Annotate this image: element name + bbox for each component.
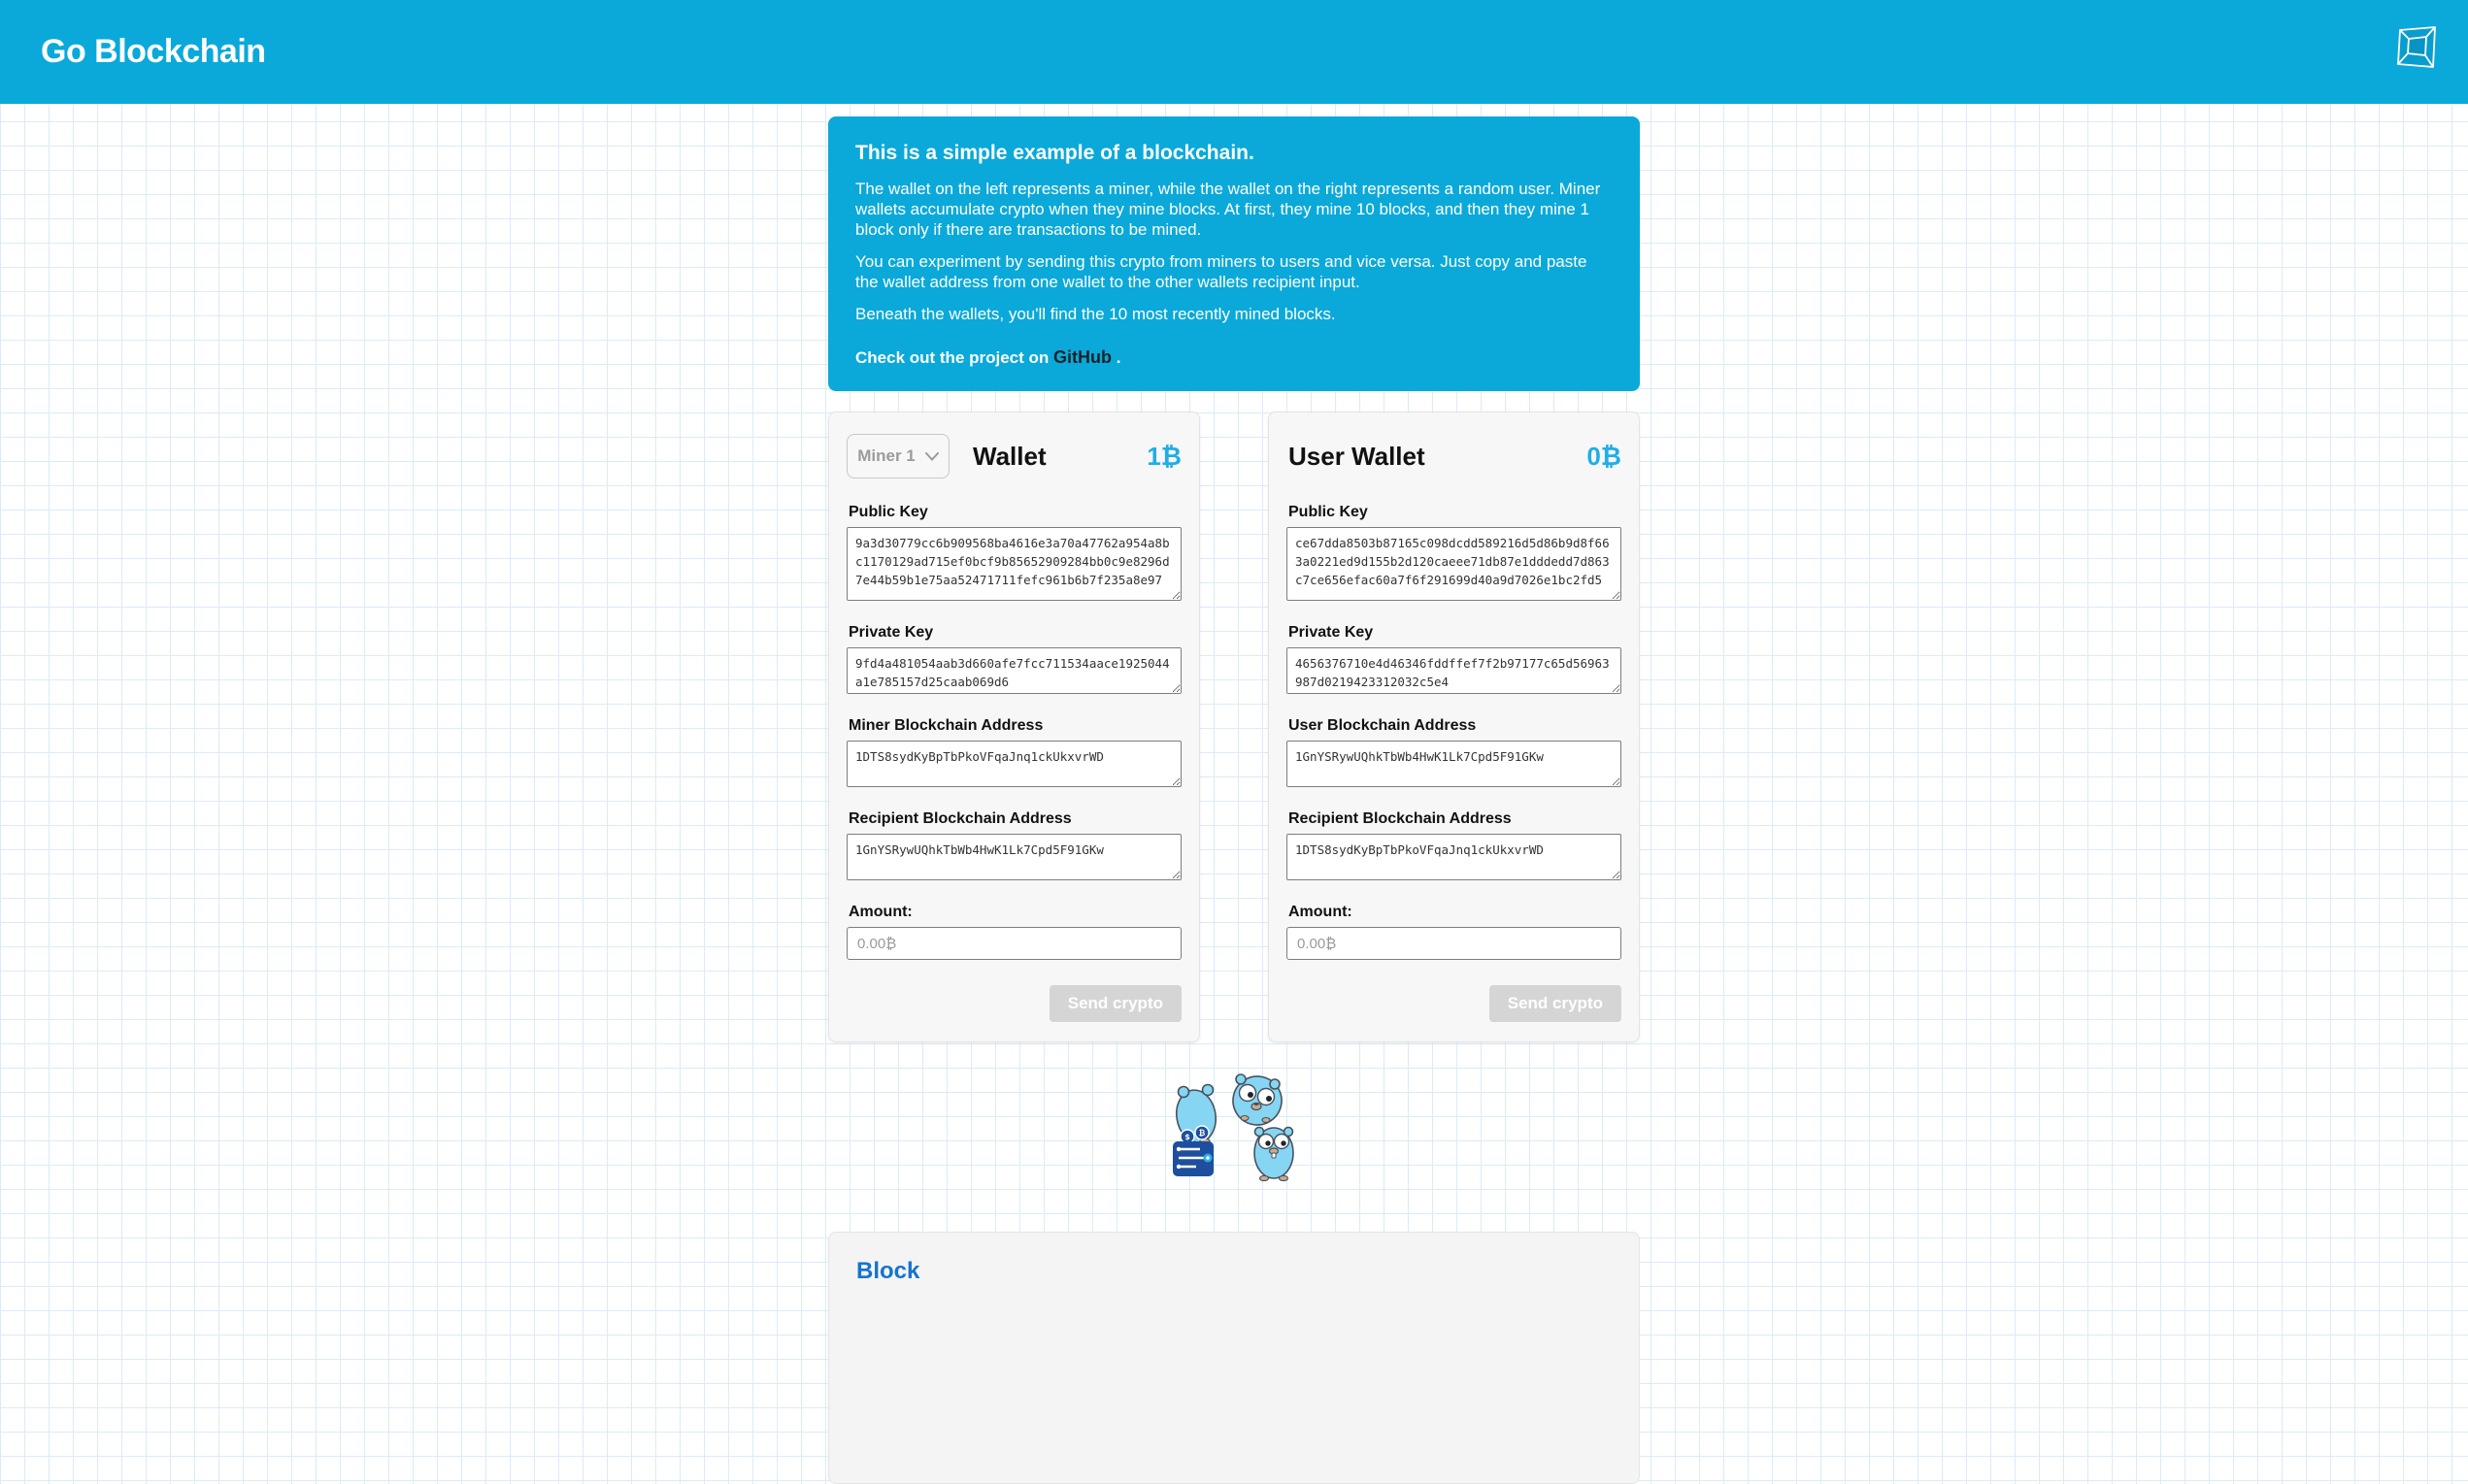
page-container: [828, 104, 1640, 1484]
user-address-label: User Blockchain Address: [1288, 717, 1477, 734]
miner-recipient-textarea[interactable]: [847, 834, 1182, 880]
blockchain-icon: [1173, 1126, 1214, 1176]
miner-wallet-title: Wallet: [973, 441, 1047, 471]
intro-paragraph-1: The wallet on the left represents a miner, while the wallet on the right represents a random user. Miner wallets accumulate crypto when they mine blocks. At first, they mine 10 blocks, and then they mine 1 block only if there are transactions to be mined.: [855, 180, 1601, 239]
intro-heading: This is a simple example of a blockchain.: [855, 142, 1254, 164]
user-amount-label: Amount:: [1288, 904, 1352, 920]
github-cta: [855, 347, 1613, 368]
svg-text:₿: ₿: [1198, 1129, 1206, 1138]
miner-send-crypto-button[interactable]: Send crypto: [1050, 985, 1182, 1022]
svg-text:$: $: [1184, 1133, 1190, 1141]
block-panel-title: Block: [856, 1258, 920, 1284]
miner-recipient-label: Recipient Blockchain Address: [849, 810, 1072, 827]
app-header: [0, 0, 2468, 104]
miner-wallet-header: [847, 434, 1182, 478]
user-private-key-label: Private Key: [1288, 624, 1374, 641]
user-wallet-header: [1286, 434, 1621, 478]
user-address-textarea[interactable]: [1286, 741, 1621, 787]
intro-paragraph-2: You can experiment by sending this crypto from miners to users and vice versa. Just copy and paste the wallet address from one wallet to the other wallets recipient input.: [855, 252, 1587, 291]
miner-public-key-label: Public Key: [849, 504, 928, 520]
user-wallet-balance: 0₿: [1586, 441, 1621, 471]
miner-address-label: Miner Blockchain Address: [849, 717, 1044, 734]
intro-paragraph-3: Beneath the wallets, you'll find the 10 most recently mined blocks.: [855, 305, 1336, 323]
user-send-crypto-button[interactable]: Send crypto: [1489, 985, 1621, 1022]
user-actions: [1286, 985, 1621, 1022]
miner-address-textarea[interactable]: [847, 741, 1182, 787]
block-panel: [828, 1232, 1640, 1484]
user-public-key-label: Public Key: [1288, 504, 1368, 520]
chevron-down-icon: [925, 452, 939, 461]
miner-actions: [847, 985, 1182, 1022]
wallets-row: [828, 412, 1640, 1042]
miner-amount-label: Amount:: [849, 904, 913, 920]
user-private-key-textarea[interactable]: [1286, 647, 1621, 694]
user-wallet-title: User Wallet: [1288, 441, 1425, 471]
miner-private-key-label: Private Key: [849, 624, 934, 641]
github-cta-prefix: Check out the project on: [855, 348, 1050, 367]
miner-public-key-textarea[interactable]: [847, 527, 1182, 601]
user-amount-input[interactable]: [1286, 927, 1621, 960]
intro-panel: [828, 116, 1640, 391]
gopher-standing-image: [1254, 1128, 1293, 1181]
miner-select[interactable]: [847, 434, 950, 478]
gopher-illustrations: [828, 1072, 1640, 1186]
miner-private-key-textarea[interactable]: [847, 647, 1182, 694]
miner-select-value: Miner 1: [857, 446, 916, 465]
gopher-sitting-image: [1228, 1072, 1287, 1130]
user-recipient-label: Recipient Blockchain Address: [1288, 810, 1512, 827]
github-cta-suffix: .: [1116, 348, 1121, 367]
user-public-key-textarea[interactable]: [1286, 527, 1621, 601]
user-wallet-card: [1268, 412, 1640, 1042]
miner-amount-input[interactable]: [847, 927, 1182, 960]
app-title: Go Blockchain: [41, 33, 266, 70]
miner-wallet-balance: 1₿: [1147, 441, 1182, 471]
cube-icon: [2390, 21, 2443, 82]
github-link[interactable]: GitHub: [1053, 347, 1113, 367]
user-recipient-textarea[interactable]: [1286, 834, 1621, 880]
miner-wallet-card: [828, 412, 1200, 1042]
